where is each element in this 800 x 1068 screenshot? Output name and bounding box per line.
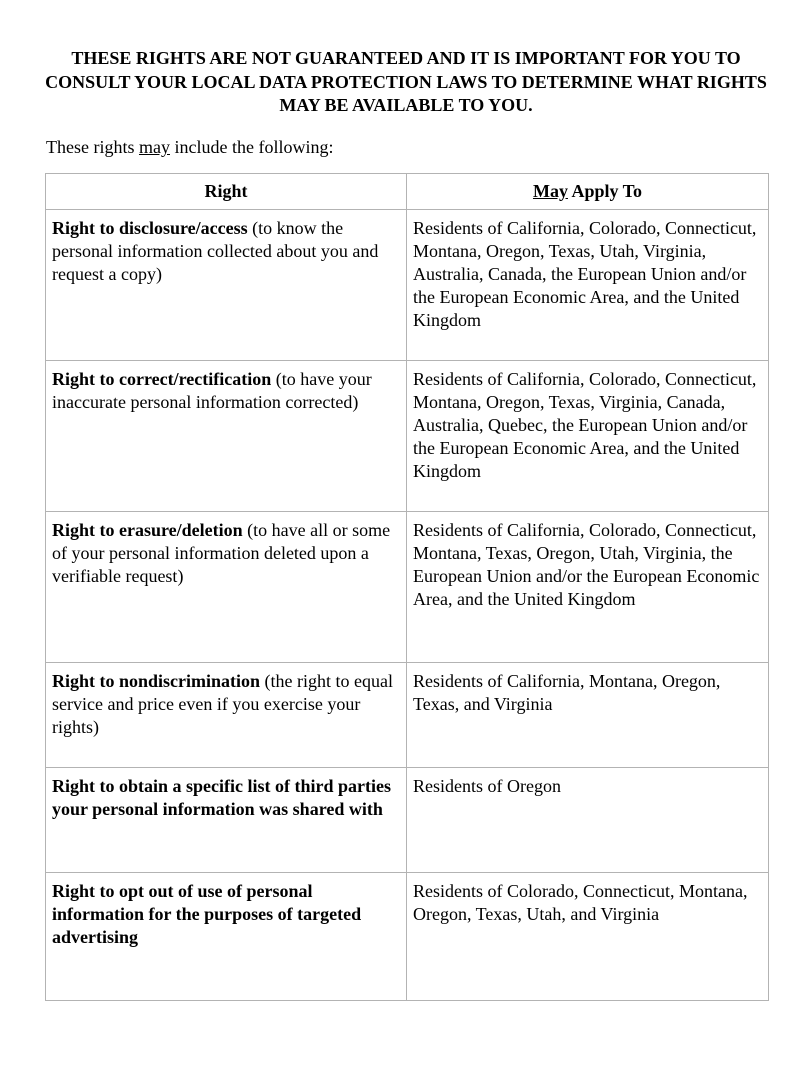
applies-to-cell: Residents of California, Colorado, Connecticut, Montana, Texas, Oregon, Utah, Virginia, the European Union and/or the European Economic Area, and the United Kingdom (407, 512, 769, 663)
right-description: (to have your inaccurate personal information corrected) (52, 369, 372, 412)
intro-text (46, 136, 333, 158)
right-title: Right to nondiscrimination (52, 671, 261, 691)
table-header-row (46, 174, 769, 210)
right-title: Right to erasure/deletion (52, 520, 243, 540)
intro-emphasis: may (138, 137, 170, 157)
table-row (46, 512, 769, 663)
right-cell (46, 361, 407, 512)
table-row (46, 768, 769, 873)
table-row (46, 873, 769, 1001)
right-cell (46, 768, 407, 873)
intro-before: These rights (46, 137, 139, 157)
header-emphasis: May (532, 181, 568, 201)
right-cell (46, 873, 407, 1001)
column-header-right: Right (46, 174, 407, 210)
applies-to-cell: Residents of California, Colorado, Connecticut, Montana, Oregon, Texas, Virginia, Canada, Australia, Quebec, the European Union and/or the European Economic Area, and the United Kingdom (407, 361, 769, 512)
table-row (46, 210, 769, 361)
applies-to-cell: Residents of Colorado, Connecticut, Montana, Oregon, Texas, Utah, and Virginia (407, 873, 769, 1001)
header-rest: Apply To (567, 181, 643, 201)
column-header-applies-to (407, 174, 769, 210)
rights-table (45, 173, 769, 1001)
right-cell (46, 210, 407, 361)
right-cell (46, 663, 407, 768)
table-row (46, 663, 769, 768)
right-title: Right to disclosure/access (52, 218, 248, 238)
intro-after: include the following: (169, 137, 334, 157)
notice-heading: THESE RIGHTS ARE NOT GUARANTEED AND IT IS IMPORTANT FOR YOU TO CONSULT YOUR LOCAL DATA PROTECTION LAWS TO DETERMINE WHAT RIGHTS MAY BE AVAILABLE TO YOU. (45, 48, 767, 115)
right-description: (to know the personal information collected about you and request a copy) (52, 218, 379, 284)
right-cell (46, 512, 407, 663)
table-row (46, 361, 769, 512)
applies-to-cell: Residents of California, Colorado, Connecticut, Montana, Oregon, Texas, Utah, Virginia, Australia, Canada, the European Union and/or the European Economic Area, and the United Kingdom (407, 210, 769, 361)
applies-to-cell: Residents of Oregon (407, 768, 769, 873)
applies-to-cell: Residents of California, Montana, Oregon, Texas, and Virginia (407, 663, 769, 768)
right-title: Right to correct/rectification (52, 369, 272, 389)
right-title: Right to obtain a specific list of third parties your personal information was shared with (52, 776, 391, 819)
right-description: (the right to equal service and price even if you exercise your rights) (52, 671, 393, 737)
right-description: (to have all or some of your personal information deleted upon a verifiable request) (52, 520, 391, 586)
right-title: Right to opt out of use of personal information for the purposes of targeted advertising (52, 881, 362, 947)
